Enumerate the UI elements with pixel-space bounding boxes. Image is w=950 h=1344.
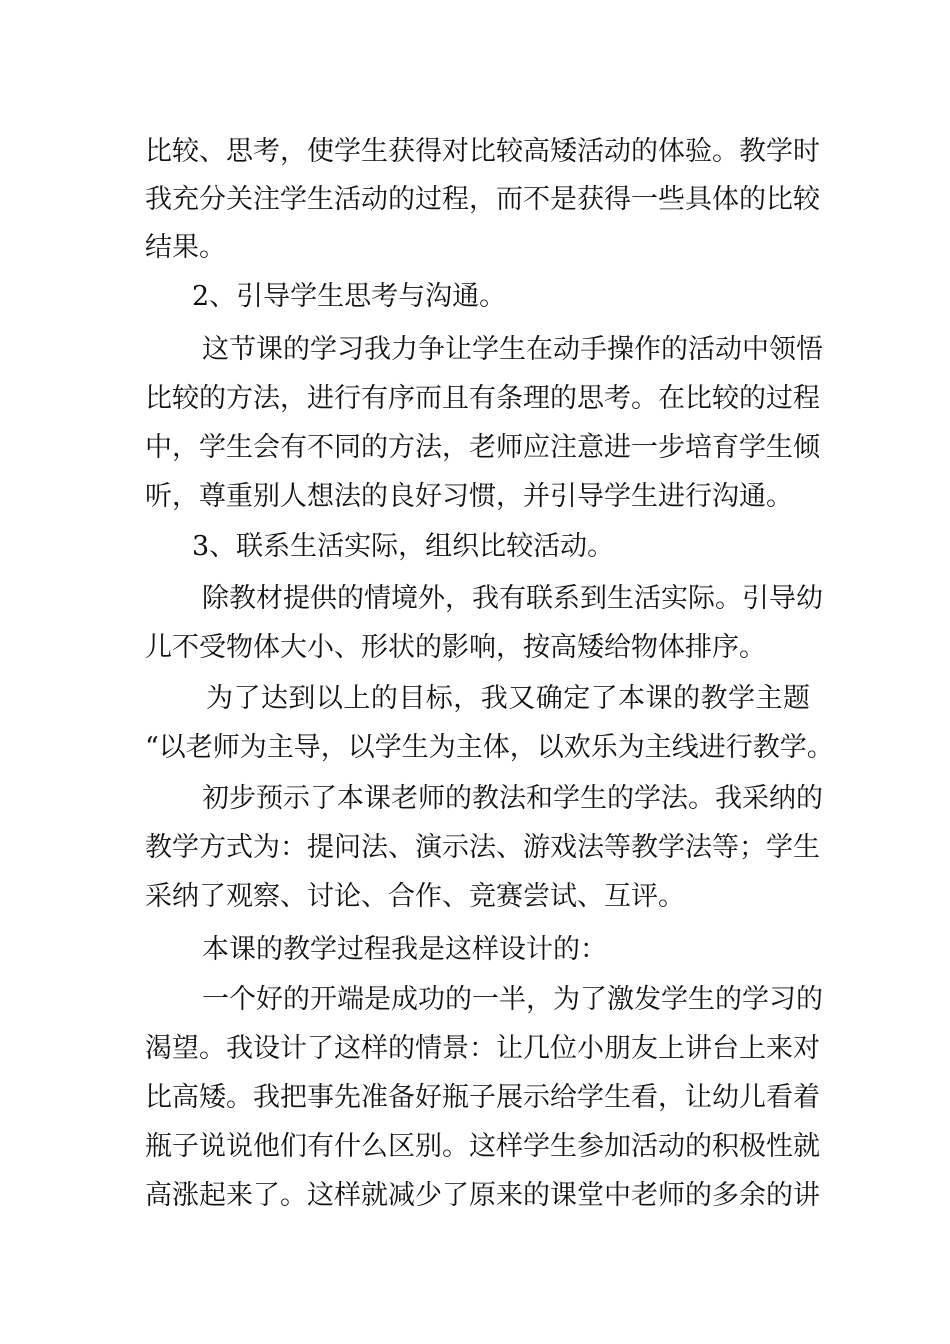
text-line: 中，学生会有不同的方法，老师应注意进一步培育学生倾 xyxy=(145,432,820,463)
text-line: 瓶子说说他们有什么区别。这样学生参加活动的积极性就 xyxy=(145,1131,820,1162)
text-line: “以老师为主导，以学生为主体，以欢乐为主线进行教学。 xyxy=(145,732,834,763)
text-line: 除教材提供的情境外，我有联系到生活实际。引导幼 xyxy=(202,583,823,614)
text-line: 渴望。我设计了这样的情景：让几位小朋友上讲台上来对 xyxy=(145,1033,820,1064)
text-line: 2、引导学生思考与沟通。 xyxy=(192,281,507,312)
text-line: 教学方式为：提问法、演示法、游戏法等教学法等；学生 xyxy=(145,832,820,863)
text-line: 高涨起来了。这样就减少了原来的课堂中老师的多余的讲 xyxy=(145,1180,820,1211)
text-line: 一个好的开端是成功的一半，为了激发学生的学习的 xyxy=(202,984,823,1015)
text-line: 初步预示了本课老师的教法和学生的学法。我采纳的 xyxy=(202,783,823,814)
text-line: 为了达到以上的目标，我又确定了本课的教学主题 xyxy=(206,683,810,714)
text-line: 采纳了观察、讨论、合作、竞赛尝试、互评。 xyxy=(145,881,685,912)
text-line: 结果。 xyxy=(145,232,226,263)
text-line: 儿不受物体大小、形状的影响，按高矮给物体排序。 xyxy=(145,632,766,663)
text-line: 比较、思考，使学生获得对比较高矮活动的体验。教学时 xyxy=(145,136,820,167)
text-line: 本课的教学过程我是这样设计的： xyxy=(202,934,607,965)
text-line: 比较的方法，进行有序而且有条理的思考。在比较的过程 xyxy=(145,383,820,414)
text-line: 这节课的学习我力争让学生在动手操作的活动中领悟 xyxy=(202,334,823,365)
text-line: 3、联系生活实际，组织比较活动。 xyxy=(192,531,615,562)
text-line: 比高矮。我把事先准备好瓶子展示给学生看，让幼儿看着 xyxy=(145,1082,820,1113)
text-line: 听，尊重别人想法的良好习惯，并引导学生进行沟通。 xyxy=(145,481,793,512)
text-line: 我充分关注学生活动的过程，而不是获得一些具体的比较 xyxy=(145,184,820,215)
